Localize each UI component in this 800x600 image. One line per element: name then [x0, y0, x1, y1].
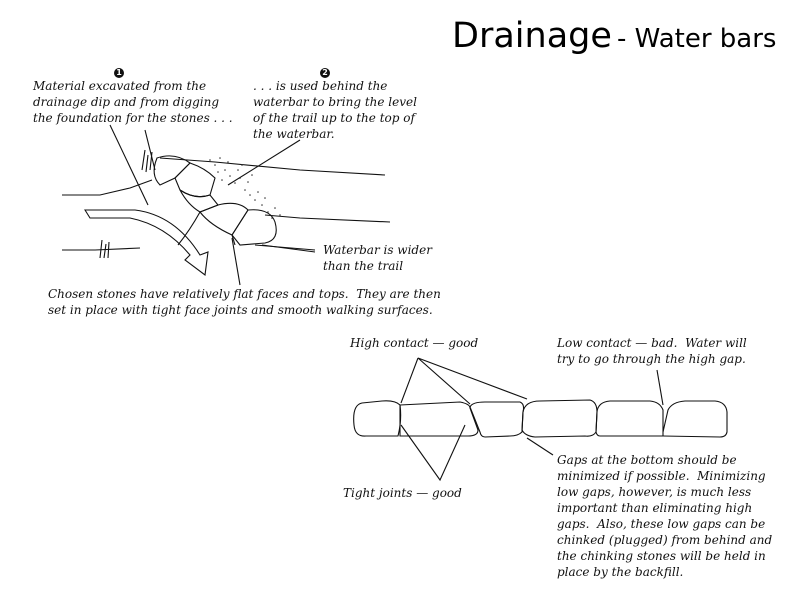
stone-2 — [400, 402, 478, 436]
stone-5 — [596, 401, 663, 436]
label-tight-joints: Tight joints — good — [343, 486, 462, 500]
backfill-stipple — [209, 157, 281, 219]
leader-line — [401, 358, 527, 404]
waterbar-stone — [180, 190, 218, 212]
leader-line — [657, 370, 663, 405]
stone-1 — [354, 401, 401, 436]
marker-1-icon: 1 — [114, 68, 124, 78]
water-flow-arrow — [85, 210, 208, 275]
grass-tuft — [100, 150, 152, 258]
label-low-contact: Low contact — bad. Water will try to go through the high gap. — [557, 336, 747, 366]
stone-6 — [663, 401, 727, 437]
leader-line — [232, 238, 240, 285]
leader-line — [401, 425, 465, 480]
waterbar-stone — [154, 156, 190, 185]
note-chosen-stones: Chosen stones have relatively flat faces and tops. They are then set in place with tight face joints and smooth walking surfaces. — [48, 287, 441, 317]
ground-line-left — [62, 180, 152, 195]
waterbar-stone — [200, 203, 248, 235]
note-bottom-gaps: Gaps at the bottom should be minimized if possible. Minimizing low gaps, however, is much less important than eliminating high gaps. Also, these low gaps can be chinked (plugged) from behind and the chinking stones will be held in place by the backfill. — [557, 453, 773, 579]
leader-line — [228, 140, 300, 185]
label-high-contact: High contact — good — [350, 336, 479, 350]
note-excavated-material: Material excavated from the drainage dip and from digging the foundation for the stones . . . — [33, 79, 233, 125]
ground-line-upper — [160, 158, 385, 175]
title-main: Drainage — [452, 16, 612, 56]
leader-line — [527, 438, 553, 455]
marker-2-icon: 2 — [320, 68, 330, 78]
note-backfill: . . . is used behind the waterbar to bring the level of the trail up to the top of the waterbar. — [253, 79, 417, 141]
title-sub: - Water bars — [617, 24, 777, 54]
leader-line — [262, 245, 315, 252]
stone-4 — [522, 400, 597, 437]
stone-base — [178, 212, 235, 245]
note-waterbar-wider: Waterbar is wider than the trail — [323, 243, 432, 273]
ground-line-right — [265, 215, 390, 222]
